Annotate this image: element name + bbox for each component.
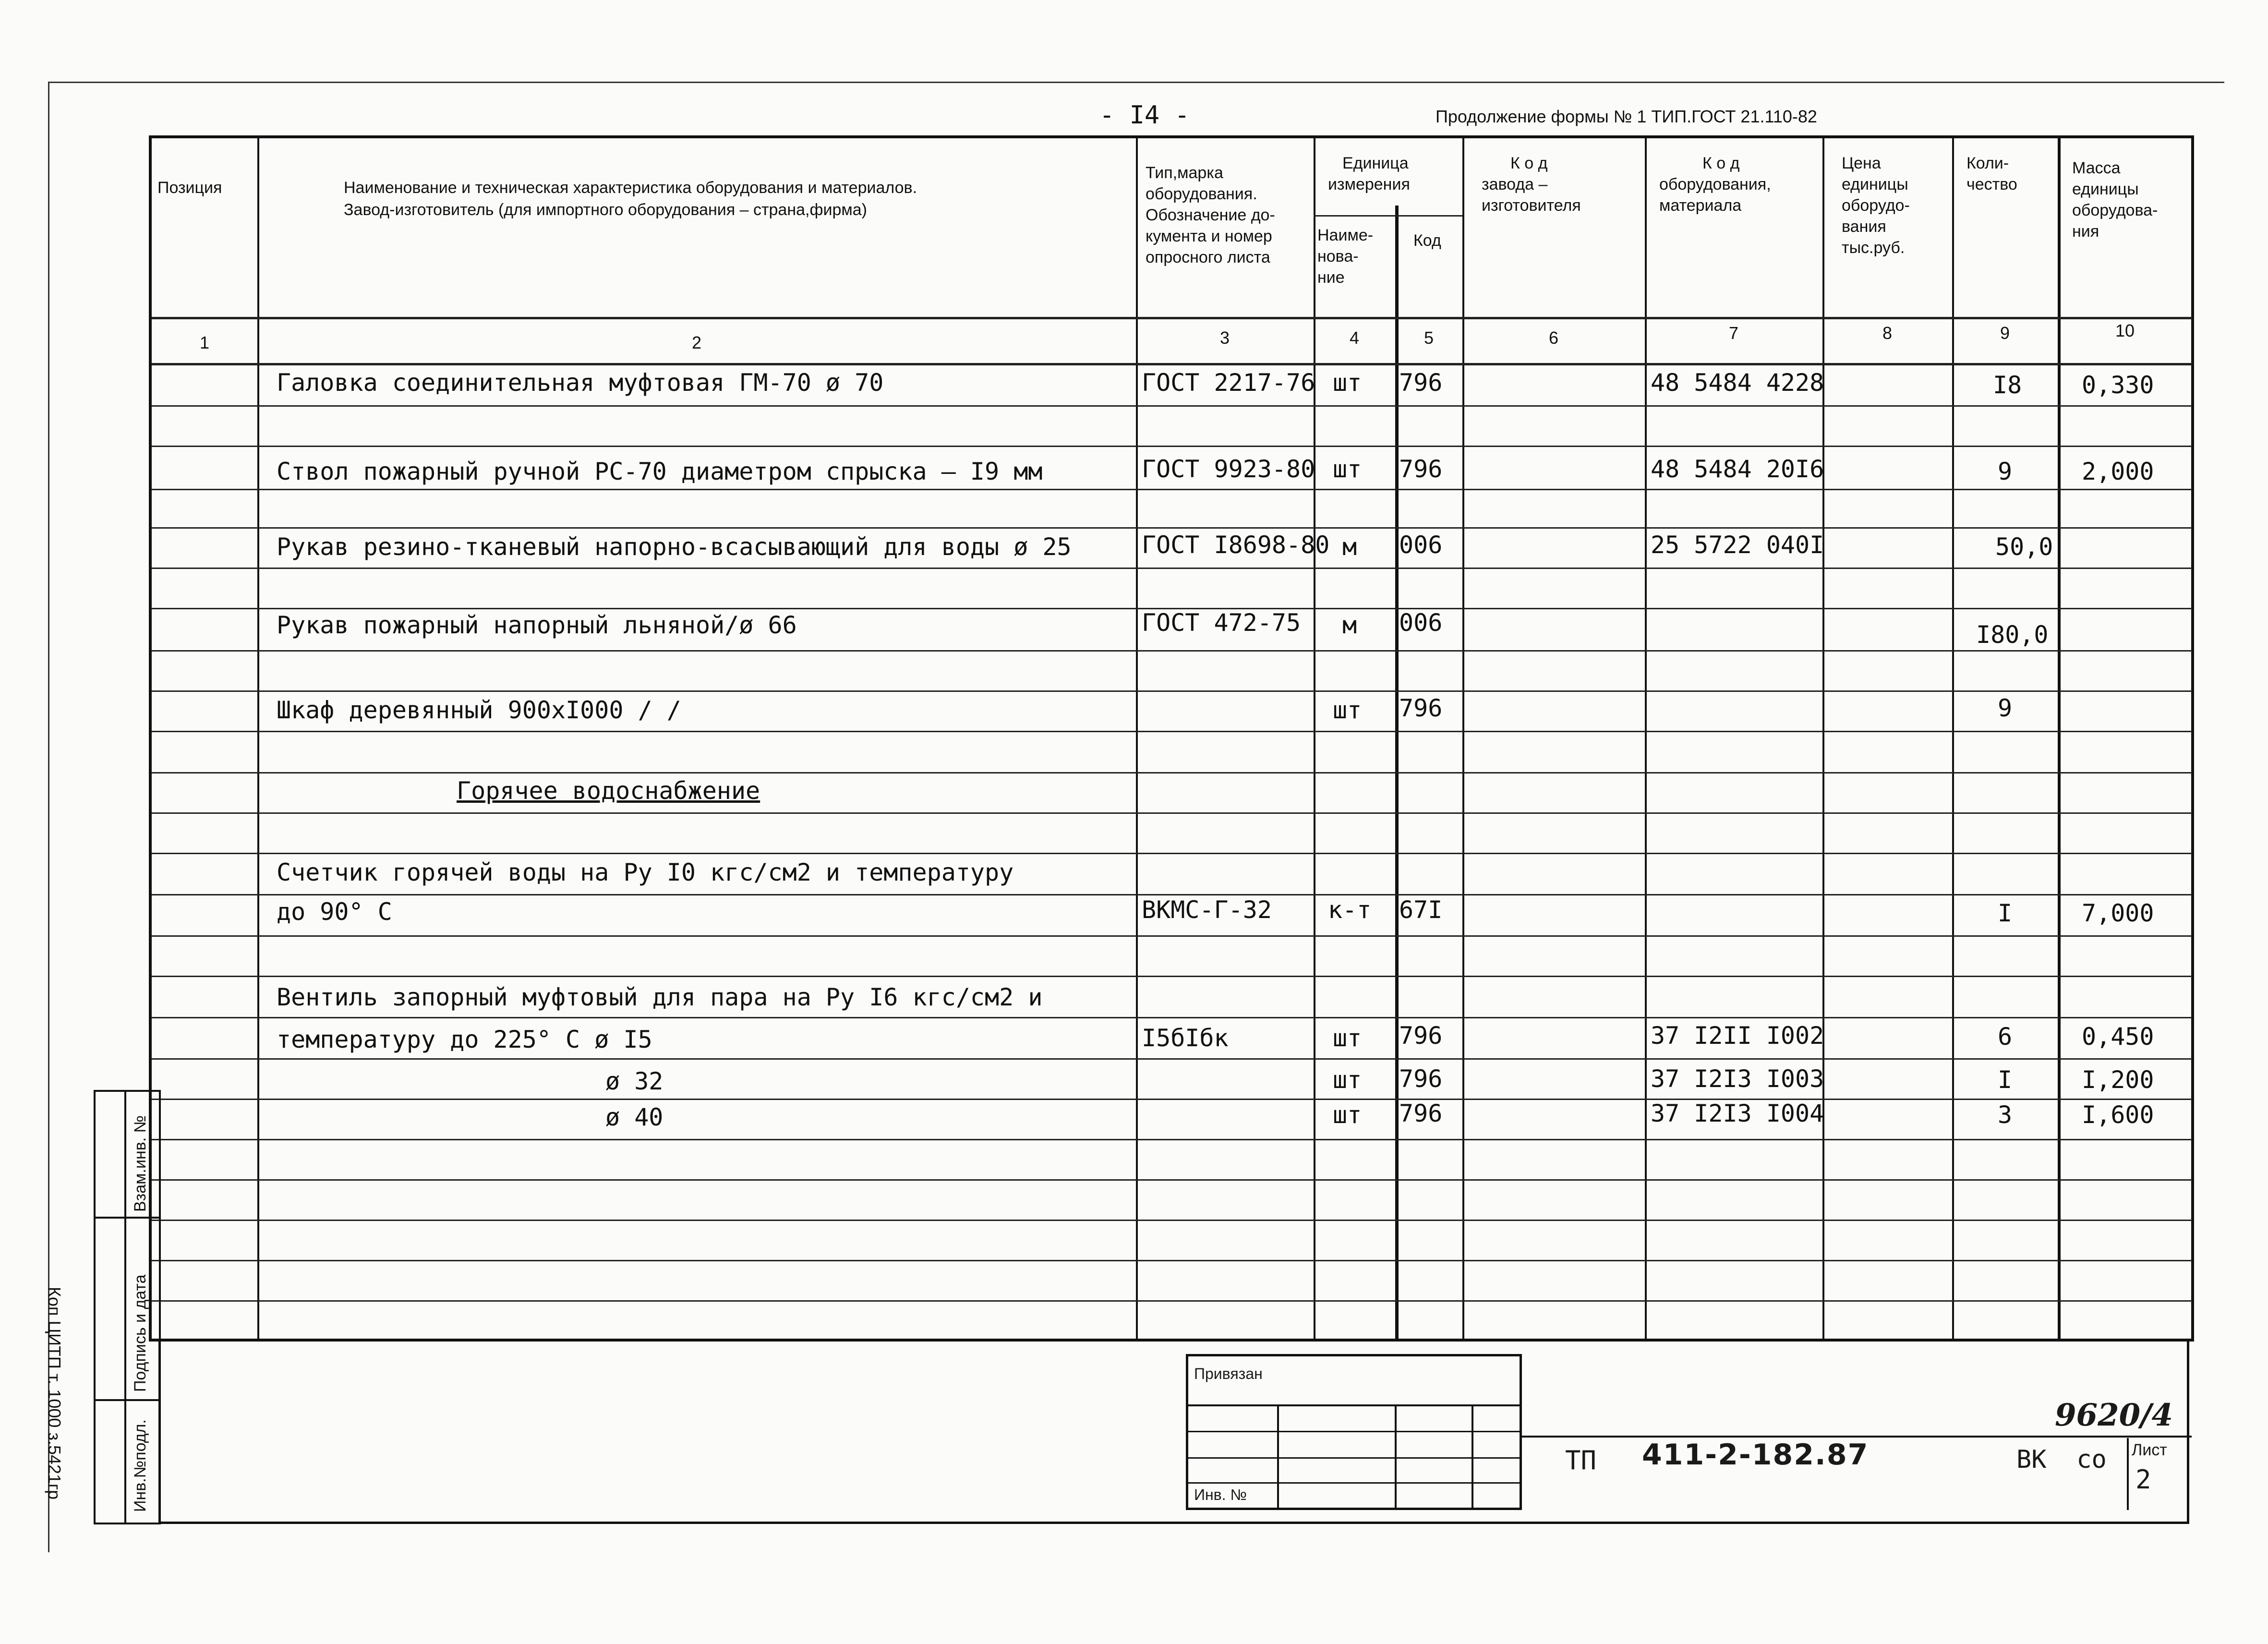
row-mass: I,600 — [2082, 1101, 2154, 1129]
row-type: ГОСТ 9923-80 — [1142, 455, 1315, 483]
col-header-type: Тип,марка оборудования. Обозначение до- кумента и номер опросного листа — [1146, 164, 1275, 266]
row-unit: шт — [1333, 455, 1362, 483]
section-title: Горячее водоснабжение — [457, 777, 760, 805]
row-type: ГОСТ I8698-80 — [1142, 531, 1330, 559]
col-header-quantity: Коли- чество — [1966, 154, 2017, 193]
row-mass: 0,330 — [2082, 371, 2154, 399]
side-stamp-podpis: Подпись и дата — [131, 1274, 149, 1392]
col-header-equipment-code: К о д оборудования, материала — [1659, 154, 1771, 215]
row-unit: шт — [1333, 1024, 1362, 1052]
row-name: ø 40 — [605, 1103, 664, 1131]
row-unit-code: 006 — [1399, 531, 1443, 559]
copy-note: Коп ЦИТП т. 1000 з.5421гр — [45, 1287, 64, 1500]
side-stamp — [94, 1090, 161, 1524]
tp-label: ТП — [1565, 1445, 1597, 1475]
row-unit: м — [1342, 533, 1357, 561]
col-num: 1 — [199, 333, 210, 352]
col-header-position: Позиция — [157, 179, 222, 197]
col-num: 10 — [2115, 321, 2135, 340]
row-qty: 9 — [1998, 694, 2013, 722]
col-num: 5 — [1424, 328, 1434, 348]
col-num: 3 — [1219, 328, 1230, 348]
row-name: Шкаф деревянный 900хI000 / / — [277, 696, 681, 724]
sheet-label: Лист — [2132, 1441, 2167, 1459]
row-qty: 6 — [1998, 1023, 2013, 1051]
col-header-price: Цена единицы оборудо- вания тыс.руб. — [1842, 154, 1910, 257]
row-qty: I8 — [1993, 371, 2022, 399]
row-name: Ствол пожарный ручной РС-70 диаметром спрыска – I9 мм — [277, 458, 1043, 485]
row-name: Вентиль запорный муфтовый для пара на Ру I6 кгс/см2 и — [277, 983, 1043, 1011]
col-header-factory-code: К о д завода – изготовителя — [1482, 154, 1581, 215]
row-type: ГОСТ 472-75 — [1142, 609, 1301, 637]
section-code: ВК со — [2016, 1445, 2107, 1474]
form-continuation: Продолжение формы № 1 ТИП.ГОСТ 21.110-82 — [1436, 107, 1817, 126]
col-num: 2 — [691, 333, 702, 352]
row-type: ВКМС-Г-32 — [1142, 896, 1272, 924]
row-equip-code: 48 5484 20I6 — [1651, 455, 1824, 483]
row-qty: I — [1998, 899, 2013, 927]
album-number: 9620/4 — [2055, 1397, 2173, 1433]
row-type: ГОСТ 2217-76 — [1142, 369, 1315, 397]
privyazan-label: Привязан — [1194, 1365, 1263, 1382]
row-name: Галовка соединительная муфтовая ГМ-70 ø 70 — [277, 369, 884, 397]
row-mass: I,200 — [2082, 1066, 2154, 1094]
col-header-name: Наименование и техническая характеристика оборудования и материалов. Завод-изготовитель (для импортного оборудования – страна,фирма) — [344, 179, 917, 219]
row-unit-code: 006 — [1399, 609, 1443, 637]
row-equip-code: 37 I2I3 I003 — [1651, 1065, 1824, 1093]
row-name: Счетчик горячей воды на Ру I0 кгс/см2 и температуру — [277, 858, 1014, 886]
sheet-number: 2 — [2135, 1464, 2151, 1495]
row-qty: 9 — [1998, 458, 2013, 485]
privyazan-stamp — [1186, 1354, 1522, 1510]
side-stamp-vzam: Взам.инв. № — [131, 1115, 149, 1212]
col-num: 8 — [1882, 323, 1893, 343]
row-mass: 0,450 — [2082, 1023, 2154, 1051]
row-name-line2: до 90° С — [277, 898, 392, 926]
row-equip-code: 37 I2II I002 — [1651, 1022, 1824, 1050]
row-equip-code: 37 I2I3 I004 — [1651, 1100, 1824, 1127]
row-qty: I — [1998, 1066, 2013, 1094]
col-num: 4 — [1349, 328, 1360, 348]
row-qty: 3 — [1998, 1101, 2013, 1129]
col-num: 7 — [1728, 323, 1739, 343]
row-unit-code: 796 — [1399, 1100, 1443, 1127]
row-unit-code: 796 — [1399, 455, 1443, 483]
side-stamp-inv: Инв.№подл. — [131, 1419, 149, 1512]
row-unit: м — [1342, 611, 1357, 639]
row-unit: к-т — [1328, 896, 1372, 924]
col-header-unit-group: Единица измерения — [1328, 154, 1410, 193]
inv-number-label: Инв. № — [1194, 1486, 1247, 1503]
tp-number: 411-2-182.87 — [1642, 1438, 1869, 1472]
row-unit: шт — [1333, 696, 1362, 724]
col-header-unit-code: Код — [1413, 231, 1441, 250]
row-unit: шт — [1333, 1101, 1362, 1129]
row-mass: 7,000 — [2082, 899, 2154, 927]
row-unit-code: 796 — [1399, 694, 1443, 722]
col-header-unit-name: Наиме- нова- ние — [1317, 226, 1374, 287]
col-header-mass: Масса единицы оборудова- ния — [2072, 159, 2158, 241]
row-name-line2: температуру до 225° С ø I5 — [277, 1026, 652, 1053]
row-unit-code: 67I — [1399, 896, 1443, 924]
row-unit: шт — [1333, 1066, 1362, 1094]
row-type: I5бIбк — [1142, 1024, 1229, 1052]
row-name: Рукав пожарный напорный льняной/ø 66 — [277, 611, 797, 639]
page-number: - I4 - — [1099, 101, 1190, 130]
row-unit-code: 796 — [1399, 1022, 1443, 1050]
row-name: ø 32 — [605, 1067, 664, 1095]
row-name: Рукав резино-тканевый напорно-всасывающий для воды ø 25 — [277, 533, 1072, 561]
row-unit-code: 796 — [1399, 1065, 1443, 1093]
sheet-box — [2127, 1438, 2186, 1510]
col-num: 9 — [2000, 323, 2010, 343]
row-qty: I80,0 — [1976, 621, 2049, 649]
row-unit-code: 796 — [1399, 369, 1443, 397]
row-mass: 2,000 — [2082, 458, 2154, 485]
row-equip-code: 25 5722 040I — [1651, 531, 1824, 559]
col-num: 6 — [1548, 328, 1559, 348]
specification-table — [149, 135, 2194, 1342]
row-unit: шт — [1333, 369, 1362, 397]
row-qty: 50,0 — [1995, 533, 2053, 561]
row-equip-code: 48 5484 4228 — [1651, 369, 1824, 397]
